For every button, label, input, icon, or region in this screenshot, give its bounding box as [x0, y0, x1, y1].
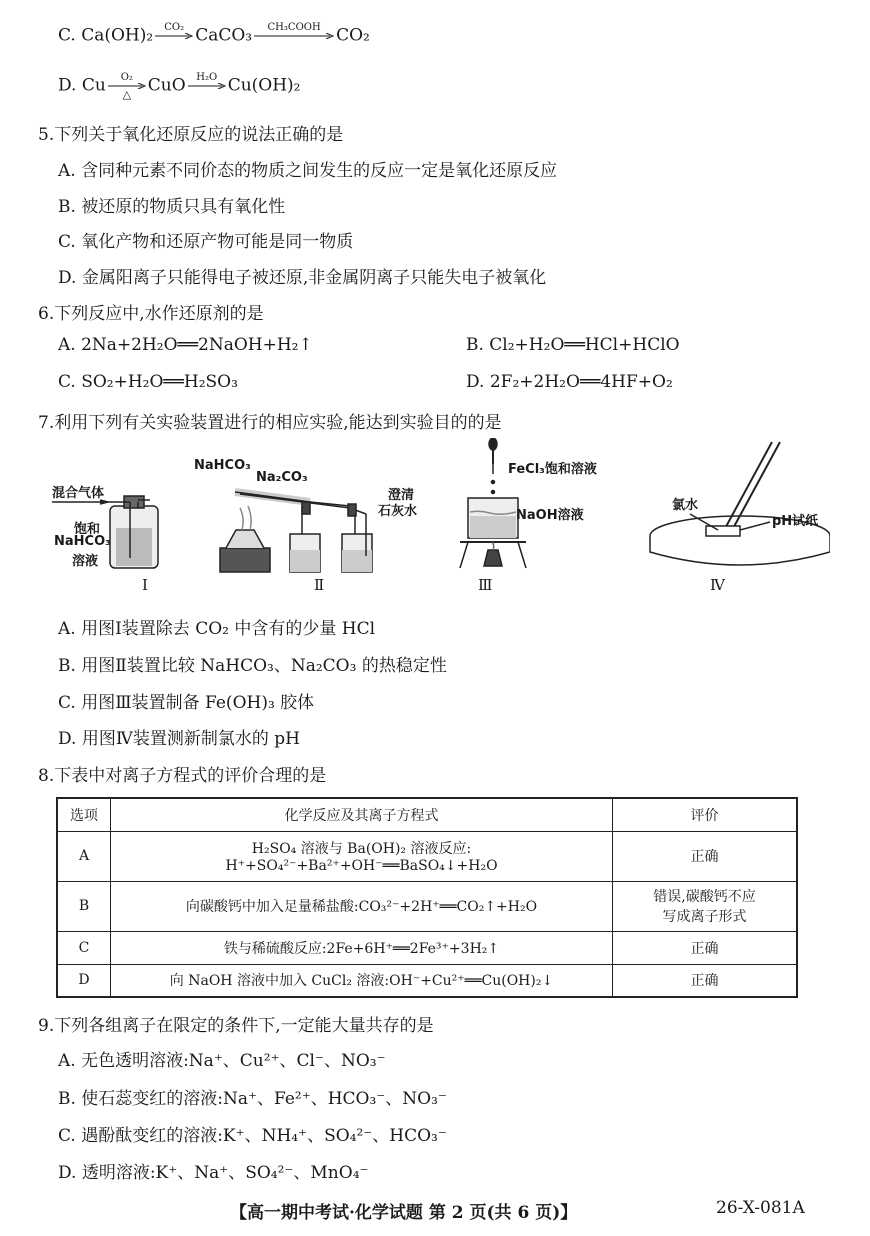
q4d-heat-condition: △ [122, 88, 132, 101]
q6-option-d: D. 2F₂+2H₂O══4HF+O₂ [466, 372, 673, 392]
q8-row-d-equation: 向 NaOH 溶液中加入 CuCl₂ 溶液:OH⁻+Cu²⁺══Cu(OH)₂↓ [111, 964, 613, 997]
q5-option-d: D. 金属阳离子只能得电子被还原,非金属阴离子只能失电子被氧化 [58, 268, 547, 288]
q9-stem: 9.下列各组离子在限定的条件下,一定能大量共存的是 [38, 1016, 434, 1036]
fig-numeral-3: Ⅲ [478, 576, 493, 594]
q4d-arrow2-label: H₂O [196, 72, 218, 83]
q4c-arrow1-label: CO₂ [164, 22, 185, 33]
q8-row-c-equation: 铁与稀硫酸反应:2Fe+6H⁺══2Fe³⁺+3H₂↑ [111, 931, 613, 964]
q5-stem: 5.下列关于氧化还原反应的说法正确的是 [38, 125, 344, 145]
q4d-start: D. Cu [58, 75, 106, 96]
q8-row-b-evaluation [613, 881, 798, 931]
fig1-solution-label-3: 溶液 [72, 554, 99, 569]
q4c-start: C. Ca(OH)₂ [58, 25, 154, 46]
fig2-limewater-label-1: 澄清 [388, 488, 415, 503]
fig-numeral-4: Ⅳ [710, 576, 725, 594]
q6-stem: 6.下列反应中,水作还原剂的是 [38, 304, 264, 324]
fig3-naoh-label: NaOH溶液 [516, 508, 584, 523]
q8-row-c-evaluation: 正确 [613, 931, 798, 964]
q4c-mid: CaCO₃ [195, 25, 253, 46]
q4c-end: CO₂ [336, 25, 370, 46]
q8-row-a-equation [111, 831, 613, 881]
q8-row-c-option: C [57, 931, 111, 964]
fig1-solution-label-1: 饱和 [74, 522, 101, 537]
table-row [57, 931, 797, 964]
q8-header-equation: 化学反应及其离子方程式 [111, 798, 613, 831]
q5-option-c: C. 氧化产物和还原产物可能是同一物质 [58, 232, 354, 252]
q7-option-a: A. 用图Ⅰ装置除去 CO₂ 中含有的少量 HCl [58, 619, 376, 639]
table-row [57, 831, 797, 881]
q8-stem: 8.下表中对离子方程式的评价合理的是 [38, 766, 327, 786]
q8-row-a-eq-line1: H₂SO₄ 溶液与 Ba(OH)₂ 溶液反应: [251, 841, 472, 857]
q8-row-a-option: A [57, 831, 111, 881]
q7-option-d: D. 用图Ⅳ装置测新制氯水的 pH [58, 729, 300, 749]
q4-option-d [58, 72, 301, 100]
q7-option-b: B. 用图Ⅱ装置比较 NaHCO₃、Na₂CO₃ 的热稳定性 [58, 656, 447, 676]
q8-header-evaluation: 评价 [613, 798, 798, 831]
q4c-arrow2-label: CH₃COOH [267, 22, 321, 33]
q5-option-b: B. 被还原的物质只具有氧化性 [58, 197, 286, 217]
q8-row-d-evaluation: 正确 [613, 964, 798, 997]
q8-row-b-eval-line1: 错误,碳酸钙不应 [653, 889, 756, 905]
q4d-end: Cu(OH)₂ [227, 75, 301, 96]
fig3-fecl3-label: FeCl₃饱和溶液 [508, 462, 597, 477]
fig4-ph-paper-label: pH试纸 [772, 514, 819, 529]
q7-option-c: C. 用图Ⅲ装置制备 Fe(OH)₃ 胶体 [58, 693, 315, 713]
q8-row-b-equation: 向碳酸钙中加入足量稀盐酸:CO₃²⁻+2H⁺══CO₂↑+H₂O [111, 881, 613, 931]
fig4-chlorine-water-label: 氯水 [672, 498, 699, 513]
q4-option-c [58, 22, 370, 50]
q6-option-a: A. 2Na+2H₂O══2NaOH+H₂↑ [58, 335, 313, 355]
q6-option-b: B. Cl₂+H₂O══HCl+HClO [466, 335, 680, 355]
q9-option-a: A. 无色透明溶液:Na⁺、Cu²⁺、Cl⁻、NO₃⁻ [58, 1051, 386, 1071]
q4d-arrow2 [188, 72, 226, 100]
q8-row-a-evaluation: 正确 [613, 831, 798, 881]
page-footer-title: 【高一期中考试·化学试题 第 2 页(共 6 页)】 [230, 1203, 578, 1223]
fig1-gas-label: 混合气体 [52, 486, 105, 501]
q8-row-b-eval-line2: 写成离子形式 [662, 909, 747, 925]
page-footer-code: 26-X-081A [716, 1198, 805, 1218]
q8-row-d-option: D [57, 964, 111, 997]
fig2-limewater-label-2: 石灰水 [378, 504, 418, 519]
q7-figure [50, 438, 830, 603]
q6-option-c: C. SO₂+H₂O══H₂SO₃ [58, 372, 238, 392]
q7-stem: 7.利用下列有关实验装置进行的相应实验,能达到实验目的的是 [38, 413, 502, 433]
q4d-arrow1-label: O₂ [120, 72, 133, 83]
q9-option-c: C. 遇酚酞变红的溶液:K⁺、NH₄⁺、SO₄²⁻、HCO₃⁻ [58, 1126, 447, 1146]
fig-numeral-2: Ⅱ [314, 576, 325, 594]
q5-option-a: A. 含同种元素不同价态的物质之间发生的反应一定是氧化还原反应 [58, 161, 558, 181]
fig1-solution-label-2: NaHCO₃ [54, 534, 111, 549]
fig-numeral-1: Ⅰ [142, 576, 148, 594]
q8-table [56, 797, 798, 998]
fig2-nahco3-label: NaHCO₃ [194, 458, 251, 473]
q4d-arrow1 [108, 72, 146, 100]
table-row [57, 881, 797, 931]
q4d-mid: CuO [147, 75, 186, 96]
q8-row-b-option: B [57, 881, 111, 931]
q9-option-d: D. 透明溶液:K⁺、Na⁺、SO₄²⁻、MnO₄⁻ [58, 1163, 369, 1183]
q9-option-b: B. 使石蕊变红的溶液:Na⁺、Fe²⁺、HCO₃⁻、NO₃⁻ [58, 1089, 447, 1109]
q8-table-header-row [57, 798, 797, 831]
table-row [57, 964, 797, 997]
q4c-arrow2 [254, 22, 334, 50]
q8-row-a-eq-line2: H⁺+SO₄²⁻+Ba²⁺+OH⁻══BaSO₄↓+H₂O [225, 858, 498, 874]
q4c-arrow1 [155, 22, 193, 50]
fig2-na2co3-label: Na₂CO₃ [256, 470, 308, 485]
q8-header-option: 选项 [57, 798, 111, 831]
